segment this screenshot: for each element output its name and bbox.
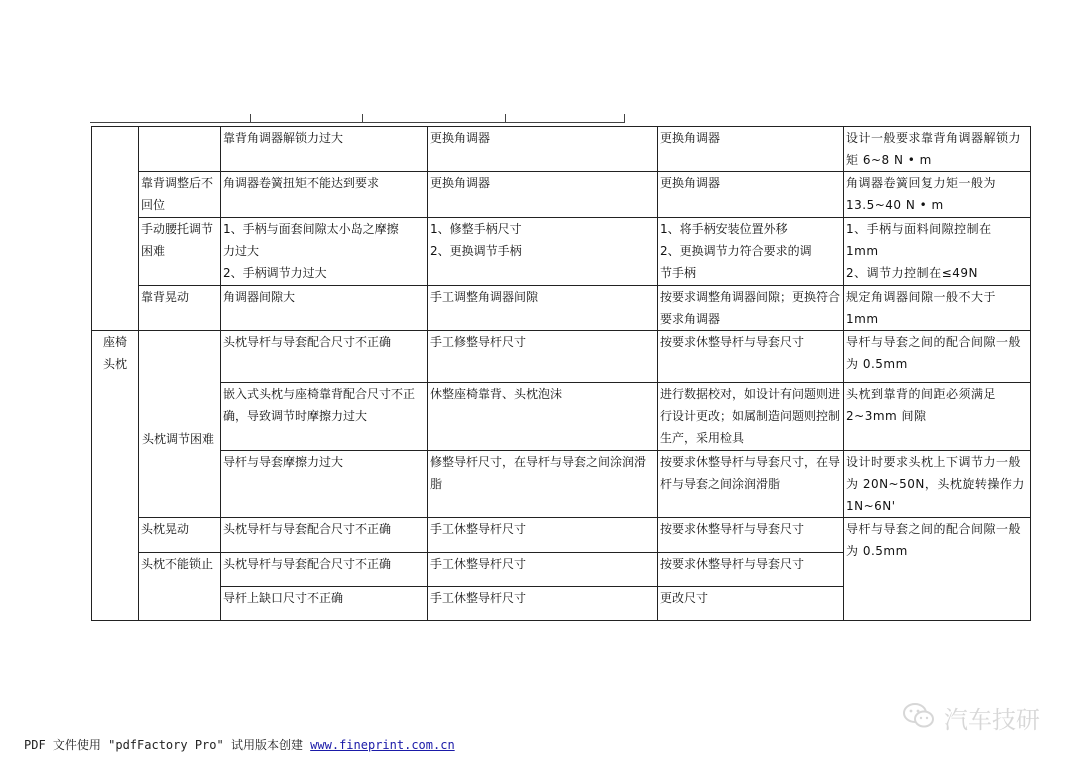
fix-cell: 手工休整导杆尺寸 [428, 587, 658, 621]
measure-cell: 按要求休整导杆与导套尺寸 [658, 518, 844, 553]
measure-cell: 按要求休整导杆与导套尺寸 [658, 553, 844, 587]
fix-cell: 手工修整导杆尺寸 [428, 331, 658, 383]
fix-cell: 更换角调器 [428, 172, 658, 218]
cause-cell: 头枕导杆与导套配合尺寸不正确 [221, 553, 428, 587]
table-row [92, 127, 1031, 172]
symptom-cell: 靠背晃动 [139, 286, 221, 331]
measure-cell: 更换角调器 [658, 127, 844, 172]
standard-cell: 角调器卷簧回复力矩一般为 13.5~40 N • m [844, 172, 1031, 218]
part-cell-headrest: 座椅 头枕 [92, 331, 139, 621]
symptom-cell: 手动腰托调节困难 [139, 218, 221, 286]
standard-cell: 导杆与导套之间的配合间隙一般为 0.5mm [844, 518, 1031, 621]
measure-cell: 更改尺寸 [658, 587, 844, 621]
table-row [92, 286, 1031, 331]
symptom-cell [139, 331, 221, 518]
cause-cell: 角调器间隙大 [221, 286, 428, 331]
pdf-footer [24, 736, 455, 753]
clipped-top-tick [362, 114, 363, 122]
footer-prefix: PDF 文件使用 "pdfFactory Pro" 试用版本创建 [24, 738, 311, 752]
brand-watermark [902, 700, 1040, 735]
brand-name: 汽车技研 [944, 706, 1040, 734]
standard-cell: 设计时要求头枕上下调节力一般为 20N~50N，头枕旋转操作力 1N~6N' [844, 451, 1031, 518]
fix-cell: 修整导杆尺寸，在导杆与导套之间涂润滑脂 [428, 451, 658, 518]
fix-cell: 更换角调器 [428, 127, 658, 172]
symptom-label-headrest-adjust: 头枕调节困难 [142, 432, 215, 446]
symptom-cell: 靠背调整后不回位 [139, 172, 221, 218]
fault-table [91, 126, 1031, 621]
clipped-top-rule [90, 122, 625, 123]
table-row [92, 172, 1031, 218]
measure-cell: 按要求调整角调器间隙；更换符合要求角调器 [658, 286, 844, 331]
fix-cell: 手工休整导杆尺寸 [428, 518, 658, 553]
table-row [92, 331, 1031, 383]
cause-cell: 头枕导杆与导套配合尺寸不正确 [221, 331, 428, 383]
fix-cell: 1、修整手柄尺寸 2、更换调节手柄 [428, 218, 658, 286]
symptom-cell: 头枕不能锁止 [139, 553, 221, 621]
standard-cell: 规定角调器间隙一般不大于 1mm [844, 286, 1031, 331]
measure-cell: 按要求休整导杆与导套尺寸，在导杆与导套之间涂润滑脂 [658, 451, 844, 518]
standard-cell: 设计一般要求靠背角调器解锁力矩 6~8 N • m [844, 127, 1031, 172]
fix-cell: 手工调整角调器间隙 [428, 286, 658, 331]
measure-cell: 更换角调器 [658, 172, 844, 218]
cause-cell: 角调器卷簧扭矩不能达到要求 [221, 172, 428, 218]
measure-cell: 1、将手柄安装位置外移 2、更换调节力符合要求的调 节手柄 [658, 218, 844, 286]
clipped-top-tick [250, 114, 251, 122]
table-row [92, 451, 1031, 518]
table-row [92, 383, 1031, 451]
table-row [92, 518, 1031, 553]
fix-cell: 手工休整导杆尺寸 [428, 553, 658, 587]
measure-cell: 进行数据校对，如设计有问题则进行设计更改；如属制造问题则控制生产，采用检具 [658, 383, 844, 451]
cause-cell: 导杆上缺口尺寸不正确 [221, 587, 428, 621]
standard-cell: 1、手柄与面料间隙控制在 1mm 2、调节力控制在≤49N [844, 218, 1031, 286]
symptom-cell: 头枕晃动 [139, 518, 221, 553]
footer-link[interactable]: www.fineprint.com.cn [310, 738, 455, 752]
measure-cell: 按要求休整导杆与导套尺寸 [658, 331, 844, 383]
cause-cell: 头枕导杆与导套配合尺寸不正确 [221, 518, 428, 553]
cause-cell: 导杆与导套摩擦力过大 [221, 451, 428, 518]
clipped-top-tick [624, 114, 625, 122]
cause-cell: 1、手柄与面套间隙太小岛之摩擦 力过大 2、手柄调节力过大 [221, 218, 428, 286]
symptom-cell [139, 127, 221, 172]
clipped-top-tick [505, 114, 506, 122]
part-cell-backrest [92, 127, 139, 331]
fix-cell: 休整座椅靠背、头枕泡沫 [428, 383, 658, 451]
wechat-icon [902, 702, 936, 734]
standard-cell: 头枕到靠背的间距必须满足 2~3mm 间隙 [844, 383, 1031, 451]
cause-cell: 嵌入式头枕与座椅靠背配合尺寸不正确，导致调节时摩擦力过大 [221, 383, 428, 451]
table-row [92, 218, 1031, 286]
cause-cell: 靠背角调器解锁力过大 [221, 127, 428, 172]
standard-cell: 导杆与导套之间的配合间隙一般为 0.5mm [844, 331, 1031, 383]
